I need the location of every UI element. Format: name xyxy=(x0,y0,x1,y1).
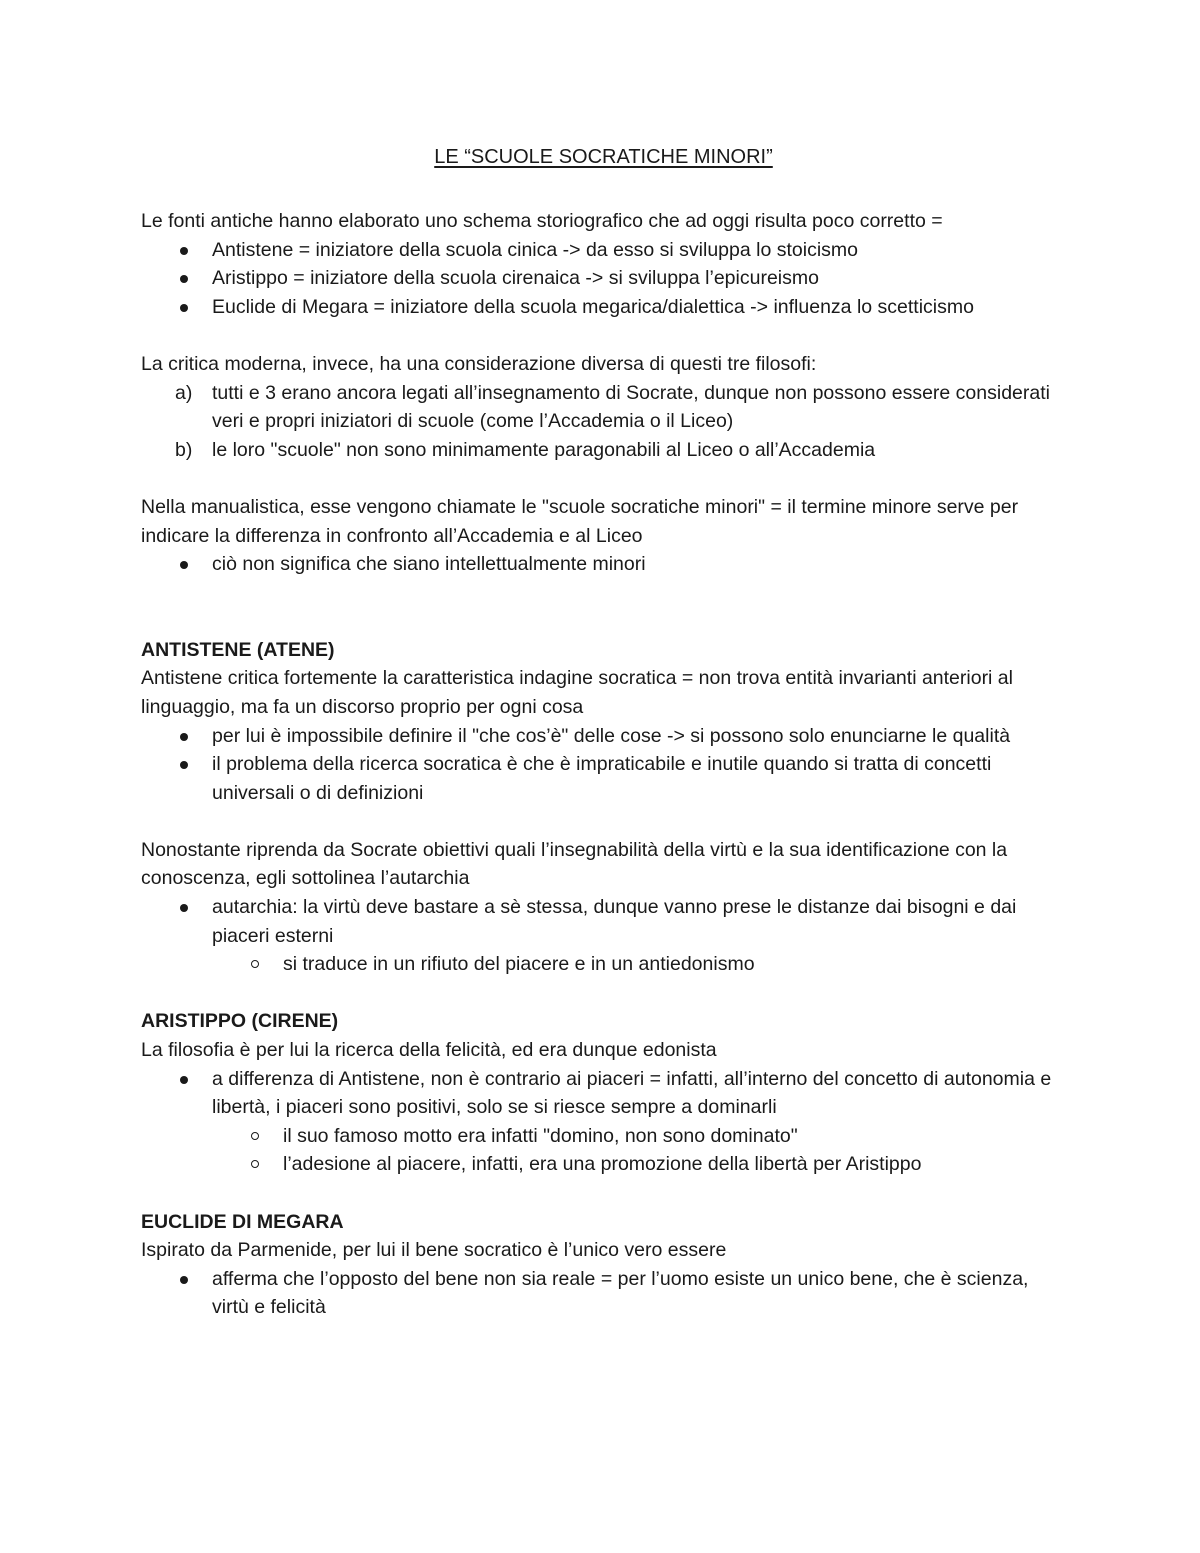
list-item: a) tutti e 3 erano ancora legati all’insegnamento di Socrate, dunque non possono essere considerati veri e propri iniziatori di scuole (come l’Accademia o il Liceo) xyxy=(141,379,1066,436)
circle-bullet-icon xyxy=(251,1132,259,1140)
manual-paragraph: Nella manualistica, esse vengono chiamate le "scuole socratiche minori" = il termine minore serve per indicare la differenza in confronto all’Accademia e al Liceo xyxy=(141,495,1019,547)
euclide-list xyxy=(141,1265,1066,1322)
list-item: autarchia: la virtù deve bastare a sè stessa, dunque vanno prese le distanze dai bisogni e dai piaceri esterni xyxy=(141,893,1066,950)
section-heading-antistene: ANTISTENE (ATENE) xyxy=(141,638,335,661)
bullet-icon xyxy=(180,761,188,769)
spacer xyxy=(141,979,1066,1008)
circle-bullet-icon xyxy=(251,1160,259,1168)
manual-list xyxy=(141,550,1066,579)
bullet-icon xyxy=(180,304,188,312)
list-item: a differenza di Antistene, non è contrario ai piaceri = infatti, all’interno del concetto di autonomia e libertà, i piaceri sono positivi, solo se si riesce sempre a dominarli xyxy=(141,1065,1066,1122)
bullet-icon xyxy=(180,275,188,283)
bullet-icon xyxy=(180,1076,188,1084)
intro-paragraph: Le fonti antiche hanno elaborato uno schema storiografico che ad oggi risulta poco corretto = xyxy=(141,210,943,232)
list-item: per lui è impossibile definire il "che cos’è" delle cose -> si possono solo enunciarne le qualità xyxy=(141,722,1066,751)
bullet-icon xyxy=(180,1276,188,1284)
aristippo-paragraph: La filosofia è per lui la ricerca della felicità, ed era dunque edonista xyxy=(141,1039,717,1062)
antistene-list xyxy=(141,722,1066,808)
sub-list-item: il suo famoso motto era infatti "domino, non sono dominato" xyxy=(141,1122,1066,1151)
bullet-icon xyxy=(180,733,188,741)
list-item: Euclide di Megara = iniziatore della scuola megarica/dialettica -> influenza lo scetticismo xyxy=(141,293,1066,322)
aristippo-list xyxy=(141,1065,1066,1179)
circle-bullet-icon xyxy=(251,960,259,968)
modern-list xyxy=(141,379,1066,465)
bullet-icon xyxy=(180,904,188,912)
list-item: afferma che l’opposto del bene non sia reale = per l’uomo esiste un unico bene, che è scienza, virtù e felicità xyxy=(141,1265,1066,1322)
section-heading-euclide: EUCLIDE DI MEGARA xyxy=(141,1210,344,1233)
section-heading-aristippo: ARISTIPPO (CIRENE) xyxy=(141,1010,339,1033)
document-content xyxy=(141,140,1066,1322)
bullet-icon xyxy=(180,247,188,255)
euclide-paragraph: Ispirato da Parmenide, per lui il bene socratico è l’unico vero essere xyxy=(141,1239,727,1262)
sub-list-item: si traduce in un rifiuto del piacere e in un antiedonismo xyxy=(141,950,1066,979)
bullet-icon xyxy=(180,561,188,569)
intro-list xyxy=(141,236,1066,322)
spacer xyxy=(141,807,1066,836)
antistene-paragraph-2: Nonostante riprenda da Socrate obiettivi quali l’insegnabilità della virtù e la sua identificazione con la conoscenza, egli sottolinea l’autarchia xyxy=(141,838,1008,890)
spacer xyxy=(141,321,1066,350)
list-item: Antistene = iniziatore della scuola cinica -> da esso si sviluppa lo stoicismo xyxy=(141,236,1066,265)
list-item: b) le loro "scuole" non sono minimamente paragonabili al Liceo o all’Accademia xyxy=(141,436,1066,465)
sub-list-item: l’adesione al piacere, infatti, era una promozione della libertà per Aristippo xyxy=(141,1150,1066,1179)
modern-paragraph: La critica moderna, invece, ha una considerazione diversa di questi tre filosofi: xyxy=(141,352,817,375)
list-item: il problema della ricerca socratica è che è impraticabile e inutile quando si tratta di concetti universali o di definizioni xyxy=(141,750,1066,807)
list-item: Aristippo = iniziatore della scuola cirenaica -> si sviluppa l’epicureismo xyxy=(141,264,1066,293)
list-item: ciò non significa che siano intellettualmente minori xyxy=(141,550,1066,579)
spacer xyxy=(141,579,1066,636)
list-marker: a) xyxy=(175,381,193,404)
spacer xyxy=(141,1179,1066,1208)
antistene-list-2 xyxy=(141,893,1066,979)
spacer xyxy=(141,464,1066,493)
antistene-paragraph: Antistene critica fortemente la caratteristica indagine socratica = non trova entità invarianti anteriori al linguaggio, ma fa un discorso proprio per ogni cosa xyxy=(141,667,1013,718)
document-title: LE “SCUOLE SOCRATICHE MINORI” xyxy=(434,146,773,168)
list-marker: b) xyxy=(175,438,193,461)
